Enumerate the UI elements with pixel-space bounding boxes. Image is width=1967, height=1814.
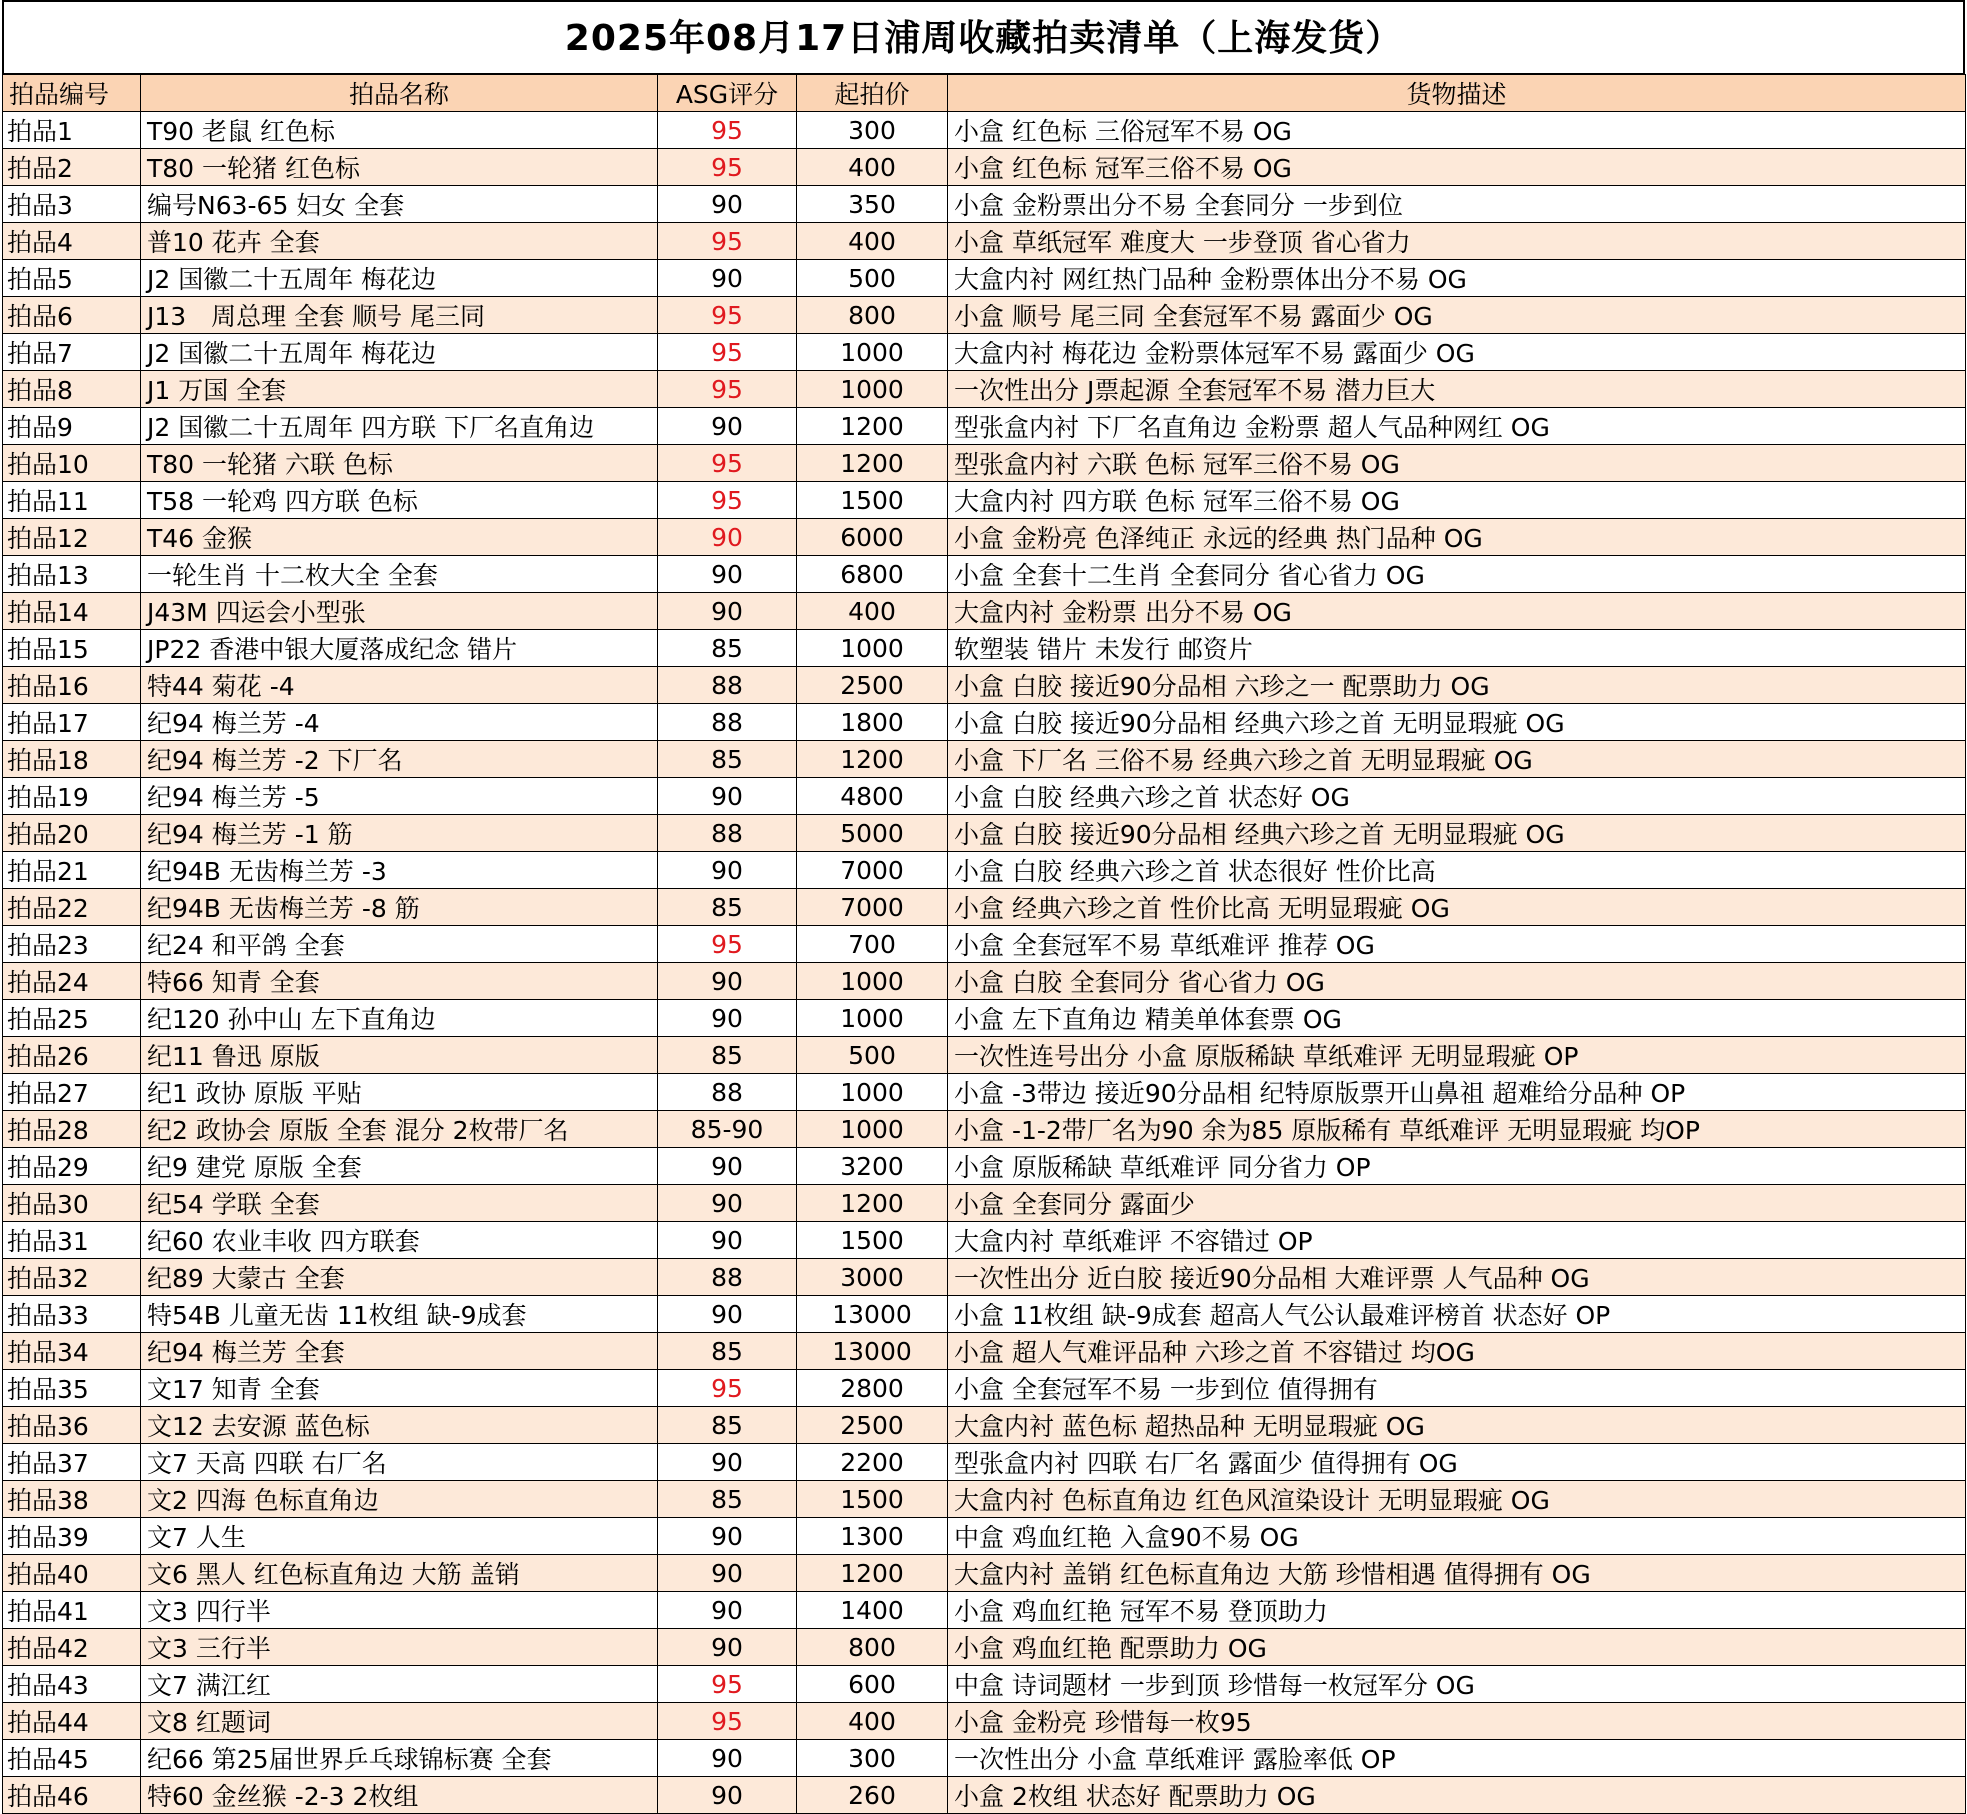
table-row bbox=[3, 815, 1966, 852]
description-cell: 小盒 -3带边 接近90分品相 纪特原版票开山鼻祖 超难给分品种 OP bbox=[948, 1074, 1966, 1111]
start-price-cell: 1300 bbox=[797, 1518, 948, 1555]
header-lot-name: 拍品名称 bbox=[141, 75, 658, 112]
description-cell: 小盒 白胶 接近90分品相 经典六珍之首 无明显瑕疵 OG bbox=[948, 815, 1966, 852]
description-cell: 大盒内衬 梅花边 金粉票体冠军不易 露面少 OG bbox=[948, 334, 1966, 371]
sheet-title: 2025年08月17日浦周收藏拍卖清单（上海发货） bbox=[2, 0, 1965, 74]
start-price-cell: 1000 bbox=[797, 1000, 948, 1037]
asg-score-cell: 95 bbox=[658, 482, 797, 519]
description-cell: 大盒内衬 金粉票 出分不易 OG bbox=[948, 593, 1966, 630]
lot-name-cell: J2 国徽二十五周年 四方联 下厂名直角边 bbox=[141, 408, 658, 445]
start-price-cell: 4800 bbox=[797, 778, 948, 815]
lot-name-cell: 纪54 学联 全套 bbox=[141, 1185, 658, 1222]
lot-name-cell: 文8 红题词 bbox=[141, 1703, 658, 1740]
asg-score-cell: 95 bbox=[658, 1703, 797, 1740]
asg-score-cell: 85 bbox=[658, 889, 797, 926]
table-body bbox=[3, 112, 1966, 1814]
start-price-cell: 13000 bbox=[797, 1296, 948, 1333]
start-price-cell: 600 bbox=[797, 1666, 948, 1703]
start-price-cell: 1000 bbox=[797, 963, 948, 1000]
table-row bbox=[3, 778, 1966, 815]
lot-number-cell: 拍品39 bbox=[3, 1518, 141, 1555]
lot-name-cell: 特44 菊花 -4 bbox=[141, 667, 658, 704]
table-row bbox=[3, 1259, 1966, 1296]
start-price-cell: 1200 bbox=[797, 408, 948, 445]
asg-score-cell: 90 bbox=[658, 1629, 797, 1666]
asg-score-cell: 90 bbox=[658, 1148, 797, 1185]
start-price-cell: 300 bbox=[797, 112, 948, 149]
start-price-cell: 500 bbox=[797, 260, 948, 297]
auction-table bbox=[2, 74, 1966, 1814]
lot-number-cell: 拍品40 bbox=[3, 1555, 141, 1592]
asg-score-cell: 90 bbox=[658, 1555, 797, 1592]
start-price-cell: 800 bbox=[797, 1629, 948, 1666]
lot-name-cell: 纪1 政协 原版 平贴 bbox=[141, 1074, 658, 1111]
table-row bbox=[3, 1703, 1966, 1740]
start-price-cell: 3200 bbox=[797, 1148, 948, 1185]
table-row bbox=[3, 1740, 1966, 1777]
table-row bbox=[3, 1666, 1966, 1703]
lot-number-cell: 拍品14 bbox=[3, 593, 141, 630]
lot-number-cell: 拍品3 bbox=[3, 186, 141, 223]
lot-name-cell: 纪94 梅兰芳 全套 bbox=[141, 1333, 658, 1370]
header-start-price: 起拍价 bbox=[797, 75, 948, 112]
description-cell: 小盒 白胶 接近90分品相 六珍之一 配票助力 OG bbox=[948, 667, 1966, 704]
description-cell: 一次性出分 近白胶 接近90分品相 大难评票 人气品种 OG bbox=[948, 1259, 1966, 1296]
start-price-cell: 1000 bbox=[797, 334, 948, 371]
table-row bbox=[3, 741, 1966, 778]
lot-name-cell: J43M 四运会小型张 bbox=[141, 593, 658, 630]
lot-name-cell: 文7 满江红 bbox=[141, 1666, 658, 1703]
start-price-cell: 400 bbox=[797, 149, 948, 186]
table-row bbox=[3, 667, 1966, 704]
start-price-cell: 1000 bbox=[797, 371, 948, 408]
description-cell: 小盒 11枚组 缺-9成套 超高人气公认最难评榜首 状态好 OP bbox=[948, 1296, 1966, 1333]
description-cell: 大盒内衬 网红热门品种 金粉票体出分不易 OG bbox=[948, 260, 1966, 297]
lot-number-cell: 拍品25 bbox=[3, 1000, 141, 1037]
asg-score-cell: 90 bbox=[658, 1518, 797, 1555]
asg-score-cell: 85 bbox=[658, 1407, 797, 1444]
start-price-cell: 400 bbox=[797, 1703, 948, 1740]
asg-score-cell: 95 bbox=[658, 1666, 797, 1703]
lot-name-cell: 文3 四行半 bbox=[141, 1592, 658, 1629]
start-price-cell: 2200 bbox=[797, 1444, 948, 1481]
lot-name-cell: 纪9 建党 原版 全套 bbox=[141, 1148, 658, 1185]
description-cell: 小盒 金粉亮 色泽纯正 永远的经典 热门品种 OG bbox=[948, 519, 1966, 556]
lot-name-cell: T58 一轮鸡 四方联 色标 bbox=[141, 482, 658, 519]
table-row bbox=[3, 1296, 1966, 1333]
lot-number-cell: 拍品35 bbox=[3, 1370, 141, 1407]
lot-number-cell: 拍品26 bbox=[3, 1037, 141, 1074]
table-row bbox=[3, 1111, 1966, 1148]
table-row bbox=[3, 1629, 1966, 1666]
table-row bbox=[3, 445, 1966, 482]
start-price-cell: 1200 bbox=[797, 1185, 948, 1222]
lot-name-cell: 纪66 第25届世界乒乓球锦标赛 全套 bbox=[141, 1740, 658, 1777]
asg-score-cell: 90 bbox=[658, 963, 797, 1000]
start-price-cell: 6800 bbox=[797, 556, 948, 593]
lot-number-cell: 拍品20 bbox=[3, 815, 141, 852]
start-price-cell: 7000 bbox=[797, 852, 948, 889]
table-row bbox=[3, 556, 1966, 593]
start-price-cell: 1400 bbox=[797, 1592, 948, 1629]
lot-name-cell: 纪94B 无齿梅兰芳 -8 筋 bbox=[141, 889, 658, 926]
asg-score-cell: 95 bbox=[658, 334, 797, 371]
description-cell: 小盒 草纸冠军 难度大 一步登顶 省心省力 bbox=[948, 223, 1966, 260]
table-row bbox=[3, 1592, 1966, 1629]
table-row bbox=[3, 1407, 1966, 1444]
table-row bbox=[3, 1444, 1966, 1481]
table-row bbox=[3, 1333, 1966, 1370]
lot-name-cell: JP22 香港中银大厦落成纪念 错片 bbox=[141, 630, 658, 667]
asg-score-cell: 95 bbox=[658, 1370, 797, 1407]
start-price-cell: 400 bbox=[797, 223, 948, 260]
start-price-cell: 1000 bbox=[797, 630, 948, 667]
asg-score-cell: 90 bbox=[658, 186, 797, 223]
asg-score-cell: 90 bbox=[658, 1222, 797, 1259]
lot-number-cell: 拍品17 bbox=[3, 704, 141, 741]
description-cell: 一次性出分 J票起源 全套冠军不易 潜力巨大 bbox=[948, 371, 1966, 408]
description-cell: 大盒内衬 盖销 红色标直角边 大筋 珍惜相遇 值得拥有 OG bbox=[948, 1555, 1966, 1592]
asg-score-cell: 90 bbox=[658, 1296, 797, 1333]
lot-number-cell: 拍品33 bbox=[3, 1296, 141, 1333]
asg-score-cell: 90 bbox=[658, 852, 797, 889]
description-cell: 小盒 金粉票出分不易 全套同分 一步到位 bbox=[948, 186, 1966, 223]
description-cell: 小盒 顺号 尾三同 全套冠军不易 露面少 OG bbox=[948, 297, 1966, 334]
asg-score-cell: 95 bbox=[658, 926, 797, 963]
start-price-cell: 350 bbox=[797, 186, 948, 223]
description-cell: 小盒 全套冠军不易 草纸难评 推荐 OG bbox=[948, 926, 1966, 963]
start-price-cell: 500 bbox=[797, 1037, 948, 1074]
lot-name-cell: 特66 知青 全套 bbox=[141, 963, 658, 1000]
table-row bbox=[3, 297, 1966, 334]
asg-score-cell: 95 bbox=[658, 149, 797, 186]
asg-score-cell: 90 bbox=[658, 1740, 797, 1777]
asg-score-cell: 95 bbox=[658, 445, 797, 482]
table-row bbox=[3, 704, 1966, 741]
table-row bbox=[3, 260, 1966, 297]
lot-name-cell: 一轮生肖 十二枚大全 全套 bbox=[141, 556, 658, 593]
table-row bbox=[3, 1185, 1966, 1222]
lot-number-cell: 拍品10 bbox=[3, 445, 141, 482]
start-price-cell: 1800 bbox=[797, 704, 948, 741]
description-cell: 小盒 左下直角边 精美单体套票 OG bbox=[948, 1000, 1966, 1037]
lot-number-cell: 拍品45 bbox=[3, 1740, 141, 1777]
start-price-cell: 1500 bbox=[797, 1481, 948, 1518]
asg-score-cell: 88 bbox=[658, 667, 797, 704]
lot-number-cell: 拍品44 bbox=[3, 1703, 141, 1740]
lot-name-cell: 纪2 政协会 原版 全套 混分 2枚带厂名 bbox=[141, 1111, 658, 1148]
lot-number-cell: 拍品37 bbox=[3, 1444, 141, 1481]
lot-name-cell: 纪94 梅兰芳 -5 bbox=[141, 778, 658, 815]
lot-number-cell: 拍品29 bbox=[3, 1148, 141, 1185]
lot-name-cell: 文7 天高 四联 右厂名 bbox=[141, 1444, 658, 1481]
description-cell: 小盒 鸡血红艳 配票助力 OG bbox=[948, 1629, 1966, 1666]
table-row bbox=[3, 408, 1966, 445]
start-price-cell: 1200 bbox=[797, 1555, 948, 1592]
table-row bbox=[3, 1481, 1966, 1518]
lot-number-cell: 拍品7 bbox=[3, 334, 141, 371]
table-row bbox=[3, 519, 1966, 556]
lot-number-cell: 拍品5 bbox=[3, 260, 141, 297]
lot-name-cell: 编号N63-65 妇女 全套 bbox=[141, 186, 658, 223]
lot-number-cell: 拍品31 bbox=[3, 1222, 141, 1259]
asg-score-cell: 88 bbox=[658, 704, 797, 741]
start-price-cell: 5000 bbox=[797, 815, 948, 852]
description-cell: 小盒 超人气难评品种 六珍之首 不容错过 均OG bbox=[948, 1333, 1966, 1370]
table-row bbox=[3, 1148, 1966, 1185]
table-row bbox=[3, 1777, 1966, 1814]
asg-score-cell: 88 bbox=[658, 1074, 797, 1111]
asg-score-cell: 90 bbox=[658, 593, 797, 630]
table-row bbox=[3, 149, 1966, 186]
asg-score-cell: 90 bbox=[658, 260, 797, 297]
start-price-cell: 2800 bbox=[797, 1370, 948, 1407]
asg-score-cell: 85-90 bbox=[658, 1111, 797, 1148]
lot-number-cell: 拍品41 bbox=[3, 1592, 141, 1629]
table-row bbox=[3, 1555, 1966, 1592]
asg-score-cell: 85 bbox=[658, 1481, 797, 1518]
start-price-cell: 1500 bbox=[797, 1222, 948, 1259]
description-cell: 小盒 全套十二生肖 全套同分 省心省力 OG bbox=[948, 556, 1966, 593]
lot-number-cell: 拍品1 bbox=[3, 112, 141, 149]
start-price-cell: 13000 bbox=[797, 1333, 948, 1370]
asg-score-cell: 85 bbox=[658, 630, 797, 667]
lot-number-cell: 拍品6 bbox=[3, 297, 141, 334]
description-cell: 小盒 白胶 经典六珍之首 状态很好 性价比高 bbox=[948, 852, 1966, 889]
table-row bbox=[3, 482, 1966, 519]
start-price-cell: 1000 bbox=[797, 1074, 948, 1111]
start-price-cell: 800 bbox=[797, 297, 948, 334]
table-row bbox=[3, 1518, 1966, 1555]
table-row bbox=[3, 852, 1966, 889]
lot-name-cell: 纪94 梅兰芳 -2 下厂名 bbox=[141, 741, 658, 778]
table-row bbox=[3, 1074, 1966, 1111]
lot-name-cell: 纪89 大蒙古 全套 bbox=[141, 1259, 658, 1296]
lot-number-cell: 拍品15 bbox=[3, 630, 141, 667]
description-cell: 小盒 红色标 三俗冠军不易 OG bbox=[948, 112, 1966, 149]
lot-name-cell: 文17 知青 全套 bbox=[141, 1370, 658, 1407]
lot-number-cell: 拍品12 bbox=[3, 519, 141, 556]
description-cell: 小盒 红色标 冠军三俗不易 OG bbox=[948, 149, 1966, 186]
lot-name-cell: 文12 去安源 蓝色标 bbox=[141, 1407, 658, 1444]
description-cell: 小盒 金粉亮 珍惜每一枚95 bbox=[948, 1703, 1966, 1740]
lot-number-cell: 拍品16 bbox=[3, 667, 141, 704]
lot-number-cell: 拍品34 bbox=[3, 1333, 141, 1370]
table-row bbox=[3, 112, 1966, 149]
description-cell: 小盒 白胶 全套同分 省心省力 OG bbox=[948, 963, 1966, 1000]
asg-score-cell: 85 bbox=[658, 1333, 797, 1370]
lot-number-cell: 拍品46 bbox=[3, 1777, 141, 1814]
description-cell: 小盒 2枚组 状态好 配票助力 OG bbox=[948, 1777, 1966, 1814]
lot-name-cell: 文3 三行半 bbox=[141, 1629, 658, 1666]
description-cell: 型张盒内衬 六联 色标 冠军三俗不易 OG bbox=[948, 445, 1966, 482]
asg-score-cell: 95 bbox=[658, 297, 797, 334]
start-price-cell: 1000 bbox=[797, 1111, 948, 1148]
header-lot-number: 拍品编号 bbox=[3, 75, 141, 112]
lot-name-cell: 文2 四海 色标直角边 bbox=[141, 1481, 658, 1518]
start-price-cell: 2500 bbox=[797, 1407, 948, 1444]
table-row bbox=[3, 1222, 1966, 1259]
asg-score-cell: 85 bbox=[658, 741, 797, 778]
lot-name-cell: T90 老鼠 红色标 bbox=[141, 112, 658, 149]
lot-name-cell: T80 一轮猪 红色标 bbox=[141, 149, 658, 186]
start-price-cell: 2500 bbox=[797, 667, 948, 704]
asg-score-cell: 90 bbox=[658, 408, 797, 445]
start-price-cell: 1200 bbox=[797, 741, 948, 778]
lot-number-cell: 拍品13 bbox=[3, 556, 141, 593]
start-price-cell: 3000 bbox=[797, 1259, 948, 1296]
description-cell: 软塑装 错片 未发行 邮资片 bbox=[948, 630, 1966, 667]
table-row bbox=[3, 889, 1966, 926]
start-price-cell: 6000 bbox=[797, 519, 948, 556]
asg-score-cell: 90 bbox=[658, 778, 797, 815]
lot-name-cell: J13 周总理 全套 顺号 尾三同 bbox=[141, 297, 658, 334]
lot-name-cell: 纪60 农业丰收 四方联套 bbox=[141, 1222, 658, 1259]
start-price-cell: 300 bbox=[797, 1740, 948, 1777]
start-price-cell: 1200 bbox=[797, 445, 948, 482]
lot-number-cell: 拍品21 bbox=[3, 852, 141, 889]
header-description: 货物描述 bbox=[948, 75, 1966, 112]
asg-score-cell: 90 bbox=[658, 1592, 797, 1629]
lot-name-cell: 纪94 梅兰芳 -4 bbox=[141, 704, 658, 741]
lot-number-cell: 拍品9 bbox=[3, 408, 141, 445]
description-cell: 中盒 诗词题材 一步到顶 珍惜每一枚冠军分 OG bbox=[948, 1666, 1966, 1703]
table-row bbox=[3, 1370, 1966, 1407]
asg-score-cell: 88 bbox=[658, 815, 797, 852]
lot-name-cell: J2 国徽二十五周年 梅花边 bbox=[141, 260, 658, 297]
header-row bbox=[3, 75, 1966, 112]
lot-number-cell: 拍品36 bbox=[3, 1407, 141, 1444]
auction-sheet bbox=[2, 0, 1965, 1814]
description-cell: 型张盒内衬 下厂名直角边 金粉票 超人气品种网红 OG bbox=[948, 408, 1966, 445]
lot-name-cell: 纪94B 无齿梅兰芳 -3 bbox=[141, 852, 658, 889]
description-cell: 小盒 全套同分 露面少 bbox=[948, 1185, 1966, 1222]
table-row bbox=[3, 371, 1966, 408]
table-row bbox=[3, 1037, 1966, 1074]
description-cell: 大盒内衬 色标直角边 红色风渲染设计 无明显瑕疵 OG bbox=[948, 1481, 1966, 1518]
start-price-cell: 400 bbox=[797, 593, 948, 630]
lot-name-cell: T80 一轮猪 六联 色标 bbox=[141, 445, 658, 482]
lot-name-cell: 纪120 孙中山 左下直角边 bbox=[141, 1000, 658, 1037]
lot-number-cell: 拍品24 bbox=[3, 963, 141, 1000]
lot-number-cell: 拍品43 bbox=[3, 1666, 141, 1703]
asg-score-cell: 90 bbox=[658, 1444, 797, 1481]
description-cell: 小盒 原版稀缺 草纸难评 同分省力 OP bbox=[948, 1148, 1966, 1185]
asg-score-cell: 88 bbox=[658, 1259, 797, 1296]
lot-name-cell: 特54B 儿童无齿 11枚组 缺-9成套 bbox=[141, 1296, 658, 1333]
lot-name-cell: 纪24 和平鸽 全套 bbox=[141, 926, 658, 963]
description-cell: 大盒内衬 蓝色标 超热品种 无明显瑕疵 OG bbox=[948, 1407, 1966, 1444]
lot-number-cell: 拍品42 bbox=[3, 1629, 141, 1666]
asg-score-cell: 95 bbox=[658, 371, 797, 408]
table-row bbox=[3, 223, 1966, 260]
asg-score-cell: 90 bbox=[658, 519, 797, 556]
lot-name-cell: 纪94 梅兰芳 -1 筋 bbox=[141, 815, 658, 852]
lot-name-cell: 纪11 鲁迅 原版 bbox=[141, 1037, 658, 1074]
table-row bbox=[3, 1000, 1966, 1037]
description-cell: 小盒 鸡血红艳 冠军不易 登顶助力 bbox=[948, 1592, 1966, 1629]
asg-score-cell: 85 bbox=[658, 1037, 797, 1074]
start-price-cell: 260 bbox=[797, 1777, 948, 1814]
description-cell: 大盒内衬 草纸难评 不容错过 OP bbox=[948, 1222, 1966, 1259]
lot-number-cell: 拍品22 bbox=[3, 889, 141, 926]
asg-score-cell: 90 bbox=[658, 1777, 797, 1814]
asg-score-cell: 95 bbox=[658, 112, 797, 149]
lot-number-cell: 拍品18 bbox=[3, 741, 141, 778]
description-cell: 一次性出分 小盒 草纸难评 露脸率低 OP bbox=[948, 1740, 1966, 1777]
table-row bbox=[3, 630, 1966, 667]
start-price-cell: 1500 bbox=[797, 482, 948, 519]
table-row bbox=[3, 334, 1966, 371]
description-cell: 小盒 -1-2带厂名为90 余为85 原版稀有 草纸难评 无明显瑕疵 均OP bbox=[948, 1111, 1966, 1148]
lot-number-cell: 拍品11 bbox=[3, 482, 141, 519]
lot-name-cell: 普10 花卉 全套 bbox=[141, 223, 658, 260]
description-cell: 小盒 白胶 接近90分品相 经典六珍之首 无明显瑕疵 OG bbox=[948, 704, 1966, 741]
start-price-cell: 700 bbox=[797, 926, 948, 963]
asg-score-cell: 90 bbox=[658, 1000, 797, 1037]
lot-number-cell: 拍品2 bbox=[3, 149, 141, 186]
lot-name-cell: J2 国徽二十五周年 梅花边 bbox=[141, 334, 658, 371]
lot-number-cell: 拍品8 bbox=[3, 371, 141, 408]
asg-score-cell: 95 bbox=[658, 223, 797, 260]
lot-number-cell: 拍品30 bbox=[3, 1185, 141, 1222]
asg-score-cell: 90 bbox=[658, 556, 797, 593]
lot-name-cell: 特60 金丝猴 -2-3 2枚组 bbox=[141, 1777, 658, 1814]
lot-number-cell: 拍品4 bbox=[3, 223, 141, 260]
table-row bbox=[3, 926, 1966, 963]
description-cell: 小盒 白胶 经典六珍之首 状态好 OG bbox=[948, 778, 1966, 815]
description-cell: 小盒 下厂名 三俗不易 经典六珍之首 无明显瑕疵 OG bbox=[948, 741, 1966, 778]
lot-number-cell: 拍品28 bbox=[3, 1111, 141, 1148]
table-row bbox=[3, 186, 1966, 223]
lot-number-cell: 拍品19 bbox=[3, 778, 141, 815]
description-cell: 型张盒内衬 四联 右厂名 露面少 值得拥有 OG bbox=[948, 1444, 1966, 1481]
table-row bbox=[3, 963, 1966, 1000]
lot-number-cell: 拍品27 bbox=[3, 1074, 141, 1111]
lot-number-cell: 拍品32 bbox=[3, 1259, 141, 1296]
lot-name-cell: 文7 人生 bbox=[141, 1518, 658, 1555]
lot-number-cell: 拍品23 bbox=[3, 926, 141, 963]
description-cell: 中盒 鸡血红艳 入盒90不易 OG bbox=[948, 1518, 1966, 1555]
description-cell: 小盒 经典六珍之首 性价比高 无明显瑕疵 OG bbox=[948, 889, 1966, 926]
description-cell: 小盒 全套冠军不易 一步到位 值得拥有 bbox=[948, 1370, 1966, 1407]
start-price-cell: 7000 bbox=[797, 889, 948, 926]
lot-name-cell: 文6 黑人 红色标直角边 大筋 盖销 bbox=[141, 1555, 658, 1592]
description-cell: 大盒内衬 四方联 色标 冠军三俗不易 OG bbox=[948, 482, 1966, 519]
table-row bbox=[3, 593, 1966, 630]
lot-number-cell: 拍品38 bbox=[3, 1481, 141, 1518]
asg-score-cell: 90 bbox=[658, 1185, 797, 1222]
header-asg-score: ASG评分 bbox=[658, 75, 797, 112]
lot-name-cell: T46 金猴 bbox=[141, 519, 658, 556]
description-cell: 一次性连号出分 小盒 原版稀缺 草纸难评 无明显瑕疵 OP bbox=[948, 1037, 1966, 1074]
lot-name-cell: J1 万国 全套 bbox=[141, 371, 658, 408]
